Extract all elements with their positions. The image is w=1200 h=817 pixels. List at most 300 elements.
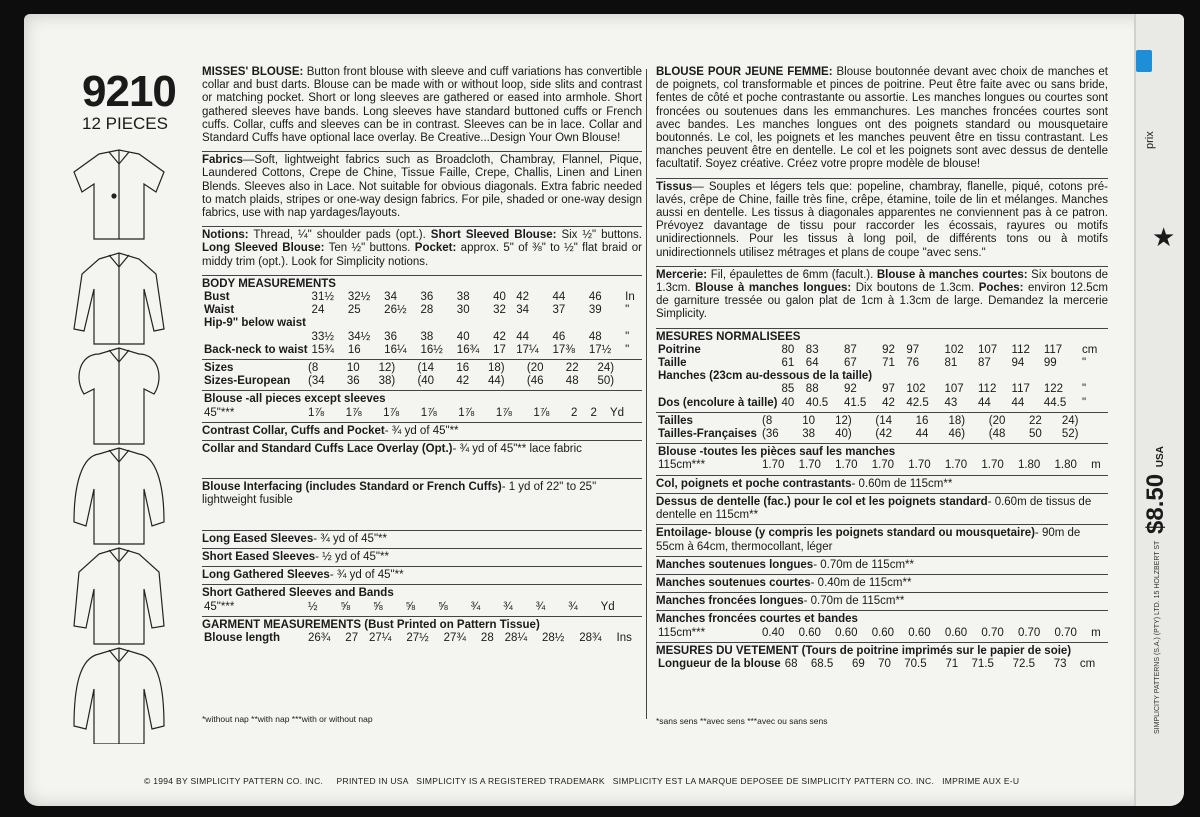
- divider: [202, 390, 642, 391]
- table-cell: 44: [978, 396, 991, 409]
- table-cell: 22: [565, 362, 579, 375]
- table-cell: 99: [1043, 357, 1057, 370]
- row-label: [656, 383, 780, 396]
- short-gathered-row-fr: Manches froncées courtes et bandes: [656, 610, 1108, 626]
- row-label: Blouse -all pieces except sleeves: [204, 393, 386, 406]
- table-cell: 18): [948, 414, 966, 427]
- table-cell: 1⅞: [458, 406, 475, 419]
- unit-cell: ": [1081, 357, 1087, 370]
- divider: [656, 266, 1108, 267]
- row-label: Hip-9" below waist: [204, 317, 306, 330]
- table-cell: (20: [988, 414, 1006, 427]
- table-cell: 52): [1061, 428, 1079, 441]
- table-cell: 12): [835, 414, 852, 427]
- table-cell: 1⅞: [383, 406, 400, 419]
- description-fr: [656, 66, 1108, 172]
- star-icon: ★: [1152, 222, 1176, 252]
- table-row: [202, 344, 642, 357]
- notions-short-title-en: Short Sleeved Blouse:: [430, 229, 557, 242]
- pattern-number: 9210: [82, 67, 176, 116]
- table-cell: 16: [347, 343, 361, 356]
- table-cell: 50: [1029, 428, 1042, 441]
- view-sketches: [64, 144, 174, 744]
- pattern-envelope: [24, 14, 1184, 806]
- table-cell: 46: [588, 291, 602, 304]
- notions-text-en: Thread, ¼" shoulder pads (opt.).: [248, 229, 431, 242]
- table-cell: 18): [488, 362, 505, 375]
- table-row: [656, 344, 1108, 357]
- table-cell: 38: [802, 428, 816, 441]
- row-label: [202, 331, 310, 344]
- table-cell: 44: [1011, 396, 1025, 409]
- contrast-row-en: Contrast Collar, Cuffs and Pocket- ¾ yd of 45"**: [202, 422, 642, 438]
- sizes-table-en: [202, 362, 642, 388]
- table-cell: 40): [835, 428, 852, 441]
- footnote-fr: *sans sens **avec sens ***avec ou sans sens: [656, 716, 828, 726]
- unit-cell: [634, 362, 642, 375]
- table-cell: 36: [420, 291, 434, 304]
- tissus-text-fr: — Souples et légers tels que: popeline, chambray, flanelle, piqué, cotons pré-lavés, crêpe de Chine, faille très fine, crêpe, étamine, toile de lin et mélanges. Manches aussi en dentelle. Les tissus à diagonales apparentes ne conviennent pas à ce patron. Prévoyez davantage de tissu pour raccorder les écossais, rayures ou motifs unidirectionnels. Pour les tissus à long poil, de différents tons ou à motifs unidirectionnels utilisez métrages et plans de coupe "avec sens.": [656, 180, 1108, 259]
- unit-cell: ": [625, 330, 630, 343]
- row-label: Dos (encolure à taille): [658, 396, 778, 409]
- table-cell: 32: [493, 304, 506, 317]
- table-cell: 67: [843, 357, 857, 370]
- column-divider: [646, 69, 647, 719]
- table-cell: (40: [417, 375, 435, 388]
- unit-cell: cm: [1081, 343, 1098, 356]
- unit-cell: In: [625, 291, 635, 304]
- table-cell: 28: [420, 304, 434, 317]
- table-cell: 92: [843, 383, 857, 396]
- row-label: Sizes: [204, 362, 234, 375]
- table-cell: 1.70: [981, 459, 1004, 472]
- table-cell: 28¾: [579, 631, 602, 644]
- notions-text-en: Six ½" buttons.: [556, 229, 642, 242]
- unit-cell: ": [625, 304, 630, 317]
- table-cell: 64: [805, 357, 819, 370]
- table-cell: 102: [906, 383, 926, 396]
- table-cell: 31½: [311, 291, 334, 304]
- table-cell: 42: [456, 375, 470, 388]
- table-cell: 38: [420, 330, 434, 343]
- table-cell: 17½: [588, 343, 612, 356]
- table-cell: 0.70: [981, 626, 1004, 639]
- divider: [202, 275, 642, 276]
- notions-pocket-title-en: Pocket:: [414, 242, 457, 255]
- table-cell: 17⅜: [552, 343, 575, 356]
- row-label: Hanches (23cm au-dessous de la taille): [658, 370, 873, 383]
- short-gathered-row-en: Short Gathered Sleeves and Bands: [202, 584, 642, 600]
- table-cell: 0.60: [944, 626, 968, 639]
- fabrics-text-en: —Soft, lightweight fabrics such as Broadcloth, Chambray, Flannel, Pique, Laundered Cottons, Crepe de Chine, Tissue Faille, Crepe, Challis, Linen and Linen Blends. Sleeves also in Lace. Not suitable for obvious diagonals. Extra fabric needed to match plaids, stripes or one-way design fabrics. For pile, shaded or one-way design fabrics, use with nap yardages/layouts.: [202, 154, 642, 220]
- table-cell: 42: [493, 330, 506, 343]
- body-measurements-heading: BODY MEASUREMENTS: [202, 277, 336, 290]
- table-cell: 40: [456, 330, 470, 343]
- notions-long-title-en: Long Sleeved Blouse:: [202, 242, 325, 255]
- table-cell: 73: [1053, 657, 1067, 670]
- table-cell: 36: [346, 375, 360, 388]
- price-label: [1142, 446, 1170, 534]
- table-row: [656, 397, 1108, 410]
- table-cell: 2: [590, 406, 597, 419]
- table-cell: 46): [948, 428, 966, 441]
- table-row: [202, 375, 642, 388]
- table-cell: 42.5: [906, 396, 929, 409]
- body-measurements-table-fr: [656, 344, 1108, 410]
- table-cell: 87: [978, 357, 991, 370]
- table-row: [202, 304, 642, 317]
- table-cell: 27: [345, 631, 359, 644]
- table-cell: 40: [493, 291, 506, 304]
- table-row: [656, 446, 1108, 459]
- table-cell: 1.70: [762, 459, 785, 472]
- table-cell: 39: [588, 304, 602, 317]
- table-row: [202, 601, 642, 614]
- mercerie-text-fr: Fil, épaulettes de 6mm (facult.).: [707, 268, 877, 281]
- table-cell: 71: [945, 657, 959, 670]
- table-cell: 27¼: [369, 631, 392, 644]
- table-row: [656, 415, 1108, 428]
- table-cell: ¾: [535, 600, 546, 613]
- table-row: [656, 428, 1108, 441]
- row-label: 115cm***: [658, 459, 706, 472]
- short-gathered-table-en: [202, 601, 642, 614]
- tissus-fr: [656, 181, 1108, 260]
- table-cell: 71: [882, 357, 895, 370]
- table-cell: 28½: [541, 631, 565, 644]
- unit-cell: Yd: [610, 406, 625, 419]
- notions-title-en: Notions:: [202, 229, 249, 242]
- long-eased-row-en: Long Eased Sleeves- ¾ yd of 45"**: [202, 530, 642, 546]
- divider: [656, 443, 1108, 444]
- table-cell: 112: [1011, 343, 1030, 356]
- table-cell: 24: [311, 304, 325, 317]
- table-row: [656, 357, 1108, 370]
- table-cell: 37: [552, 304, 566, 317]
- table-cell: 61: [781, 357, 795, 370]
- table-cell: 1⅞: [495, 406, 512, 419]
- row-label: Taille: [658, 357, 687, 370]
- unit-cell: ": [1081, 396, 1087, 409]
- row-label: Tailles: [658, 414, 693, 427]
- table-cell: 41.5: [843, 396, 867, 409]
- prix-label: prix: [1144, 131, 1156, 149]
- table-cell: 16¾: [456, 343, 480, 356]
- table-cell: 12): [378, 362, 396, 375]
- table-cell: (14: [417, 362, 435, 375]
- table-cell: 15¾: [311, 343, 334, 356]
- table-cell: 36: [384, 330, 397, 343]
- table-cell: 44.5: [1043, 396, 1067, 409]
- blouse-length-table-fr: [656, 658, 1108, 671]
- table-cell: 24): [1061, 414, 1079, 427]
- table-row: [656, 658, 1108, 671]
- table-cell: 10: [802, 414, 816, 427]
- blouse-length-table-en: [202, 632, 642, 645]
- table-cell: 0.60: [835, 626, 858, 639]
- table-cell: 97: [906, 343, 920, 356]
- table-cell: 24): [597, 362, 615, 375]
- table-cell: 1.70: [944, 459, 968, 472]
- notions-text-en: approx. 5" of ⅜" to ½" flat braid or middy trim (opt.). Look for Simplicity notions.: [202, 242, 642, 268]
- table-cell: 2: [570, 406, 578, 419]
- table-cell: 17: [493, 343, 506, 356]
- table-cell: 33½: [311, 330, 334, 343]
- table-cell: 1.80: [1017, 459, 1041, 472]
- table-row: [202, 407, 642, 420]
- table-cell: 76: [906, 357, 920, 370]
- table-cell: 72.5: [1012, 657, 1035, 670]
- mercerie-text-fr: Dix boutons de 1.3cm.: [851, 282, 979, 295]
- row-label: Back-neck to waist: [204, 343, 308, 356]
- table-cell: 69: [851, 657, 865, 670]
- long-eased-row-fr: Manches soutenues longues- 0.70m de 115cm**: [656, 556, 1108, 572]
- row-label: Sizes-European: [204, 375, 291, 388]
- blouse-yardage-table-en: [202, 393, 642, 419]
- table-cell: 0.60: [798, 626, 821, 639]
- table-cell: 68.5: [810, 657, 834, 670]
- table-cell: 102: [944, 343, 964, 356]
- short-gathered-table-fr: [656, 627, 1108, 640]
- table-cell: ¾: [568, 600, 578, 613]
- row-label: Longueur de la blouse: [658, 657, 781, 670]
- unit-cell: Ins: [616, 631, 632, 644]
- sketch-blouse-gathered-long: [74, 648, 164, 744]
- table-row: [202, 331, 642, 344]
- table-cell: 28¼: [504, 631, 528, 644]
- table-cell: 83: [805, 343, 819, 356]
- table-cell: 40.5: [805, 396, 829, 409]
- table-cell: 0.60: [871, 626, 895, 639]
- description-text-en: Button front blouse with sleeve and cuff variations has convertible collar and bust darts. Blouse can be made with or without loop, side slits and contrast or matching pocket. Short or long sleeves are gathered or eased into armhole. Short gathered sleeves have bands. Long sleeves have standard buttoned cuffs or French cuffs. Collar, cuffs and sleeves can be in contrast. Sleeves can be in lace. Collar and Standard Cuffs have optional lace overlay. Be Creative...Design Your Own Blouse!: [202, 66, 643, 145]
- divider: [656, 178, 1108, 179]
- table-cell: 117: [1043, 343, 1063, 356]
- table-cell: 42: [516, 291, 530, 304]
- table-cell: 71.5: [971, 657, 994, 670]
- table-row: [202, 291, 642, 304]
- table-row: [656, 383, 1108, 396]
- unit-cell: m: [1091, 459, 1101, 472]
- table-cell: 38: [456, 291, 470, 304]
- table-cell: 34½: [347, 330, 371, 343]
- table-cell: 26¾: [308, 631, 331, 644]
- table-cell: 85: [781, 383, 795, 396]
- table-cell: 25: [347, 304, 361, 317]
- sizes-table-fr: [656, 415, 1108, 441]
- table-cell: 17¼: [516, 343, 539, 356]
- mercerie-title-fr: Mercerie:: [656, 268, 708, 281]
- table-cell: 0.70: [1017, 626, 1041, 639]
- table-row: [656, 370, 1108, 383]
- table-cell: 0.40: [762, 626, 785, 639]
- unit-cell: Yd: [600, 600, 615, 613]
- description-en: [202, 66, 642, 145]
- table-cell: ¾: [470, 600, 481, 613]
- table-cell: ¾: [503, 600, 513, 613]
- mercerie-poches-title-fr: Poches:: [978, 282, 1024, 295]
- table-cell: 1⅞: [420, 406, 437, 419]
- mercerie-long-title-fr: Blouse à manches longues:: [695, 282, 852, 295]
- price-currency: USA: [1155, 446, 1166, 468]
- table-cell: ⅝: [405, 600, 416, 613]
- table-cell: (34: [308, 375, 325, 388]
- row-label: Bust: [204, 291, 230, 304]
- row-label: Blouse length: [204, 631, 281, 644]
- mercerie-fr: [656, 269, 1108, 322]
- table-cell: 38): [378, 375, 396, 388]
- table-cell: 34: [384, 291, 397, 304]
- table-cell: 50): [597, 375, 615, 388]
- table-cell: (14: [875, 414, 892, 427]
- unit-cell: [634, 375, 642, 388]
- sketch-long-gathered-sleeve: [74, 448, 164, 544]
- table-cell: 46: [552, 330, 566, 343]
- table-cell: 32½: [347, 291, 371, 304]
- table-cell: (48: [988, 428, 1006, 441]
- table-cell: 27½: [406, 631, 429, 644]
- table-cell: 1.70: [871, 459, 895, 472]
- table-cell: 1⅞: [308, 406, 324, 419]
- notions-en: [202, 229, 642, 269]
- table-cell: 34: [516, 304, 530, 317]
- table-cell: 30: [456, 304, 470, 317]
- table-cell: 26½: [384, 304, 407, 317]
- table-cell: 80: [781, 343, 795, 356]
- table-cell: 10: [346, 362, 360, 375]
- garment-measurements-heading-fr: MESURES DU VETEMENT (Tours de poitrine imprimés sur le papier de soie): [656, 642, 1108, 658]
- table-cell: 42: [882, 396, 895, 409]
- table-cell: 0.70: [1054, 626, 1077, 639]
- table-cell: 22: [1029, 414, 1042, 427]
- table-cell: 16¼: [384, 343, 407, 356]
- table-cell: 16: [915, 414, 929, 427]
- table-cell: 107: [944, 383, 964, 396]
- table-cell: 44: [552, 291, 566, 304]
- table-cell: 40: [781, 396, 795, 409]
- table-cell: 43: [944, 396, 958, 409]
- lace-overlay-row-fr: Dessus de dentelle (fac.) pour le col et les poignets standard- 0.60m de tissus de dentelle en 115cm**: [656, 493, 1108, 522]
- mesures-heading: MESURES NORMALISEES: [656, 330, 801, 343]
- long-gathered-row-fr: Manches froncées longues- 0.70m de 115cm**: [656, 592, 1108, 608]
- table-cell: 94: [1011, 357, 1025, 370]
- table-cell: 87: [843, 343, 857, 356]
- table-cell: 1⅞: [533, 406, 550, 419]
- unit-cell: ": [1081, 383, 1087, 396]
- table-cell: 88: [805, 383, 819, 396]
- table-cell: 48: [588, 330, 602, 343]
- table-row: [656, 627, 1108, 640]
- english-column: [202, 66, 642, 645]
- short-eased-row-fr: Manches soutenues courtes- 0.40m de 115cm**: [656, 574, 1108, 590]
- table-cell: 27¾: [443, 631, 467, 644]
- fabrics-title-en: Fabrics: [202, 154, 243, 167]
- table-cell: 16: [456, 362, 470, 375]
- description-title-en: MISSES' BLOUSE:: [202, 66, 304, 78]
- table-cell: (8: [762, 414, 773, 427]
- table-cell: 28: [480, 631, 494, 644]
- copyright-line: © 1994 BY SIMPLICITY PATTERN CO. INC. PRINTED IN USA SIMPLICITY IS A REGISTERED TRADEMARK SIMPLICITY EST LA MARQUE DEPOSEE DE SIMPLICITY PATTERN CO. INC. IMPRIME AUX E-U: [144, 776, 1020, 786]
- table-row: [202, 317, 642, 330]
- table-cell: 44): [488, 375, 505, 388]
- table-cell: ⅝: [438, 600, 448, 613]
- blue-sticker: [1136, 50, 1152, 72]
- table-cell: 44: [516, 330, 530, 343]
- table-cell: 1⅞: [345, 406, 362, 419]
- unit-cell: cm: [1079, 657, 1096, 670]
- table-cell: 70: [878, 657, 891, 670]
- description-title-fr: BLOUSE POUR JEUNE FEMME:: [656, 66, 833, 78]
- table-cell: 48: [565, 375, 579, 388]
- table-cell: 1.70: [835, 459, 858, 472]
- divider: [202, 226, 642, 227]
- description-text-fr: Blouse boutonnée devant avec choix de manches et de poignets, col transformable et pinces de poitrine. Peut être faite avec ou sans bride, fentes de côté et poche contrastante ou assortie. Les manches longues ou courtes sont froncées ou soutenues dans les emmanchures. Les manches froncées courtes sont avec bandes. Les manches longues ont des poignets standard ou mousquetaire boutonnés. Le col, les poignets et les manches peuvent être en tissu contrastant. Les manches peuvent être en dentelle. Le col et les poignets sont avec dessus de dentelle facultatif. Soyez créative. Créez votre propre modèle de blouse!: [656, 66, 1109, 171]
- table-cell: (36: [762, 428, 779, 441]
- row-label: Poitrine: [658, 343, 701, 356]
- vendor-line: SIMPLICITY PATTERNS (S.A.) (PTY) LTD. 15 HOLZBERT ST: [1154, 540, 1161, 734]
- body-measurements-table-en: [202, 291, 642, 357]
- table-cell: (42: [875, 428, 892, 441]
- table-cell: ⅝: [340, 600, 351, 613]
- table-cell: 16½: [420, 343, 443, 356]
- table-cell: ½: [308, 600, 318, 613]
- mercerie-short-title-fr: Blouse à manches courtes:: [876, 268, 1028, 281]
- table-cell: 112: [978, 383, 997, 396]
- row-label: 115cm***: [658, 626, 706, 639]
- footnote-en: *without nap **with nap ***with or without nap: [202, 714, 373, 724]
- row-label: Tailles-Françaises: [658, 428, 757, 441]
- contrast-row-fr: Col, poignets et poche contrastants- 0.60m de 115cm**: [656, 475, 1108, 491]
- table-cell: 117: [1011, 383, 1030, 396]
- french-column: [656, 66, 1108, 671]
- sketch-blouse-french-cuffs: [74, 548, 164, 644]
- table-cell: 92: [882, 343, 895, 356]
- unit-cell: m: [1091, 626, 1101, 639]
- garment-measurements-heading-en: GARMENT MEASUREMENTS (Bust Printed on Pattern Tissue): [202, 616, 642, 632]
- unit-cell: [1100, 415, 1108, 428]
- interfacing-row-fr: Entoilage- blouse (y compris les poignets standard ou mousquetaire)- 90m de 55cm à 64cm, thermocollant, léger: [656, 524, 1108, 553]
- table-cell: 70.5: [904, 657, 927, 670]
- lace-overlay-row-en: Collar and Standard Cuffs Lace Overlay (Opt.)- ¾ yd of 45"** lace fabric: [202, 440, 642, 456]
- mercerie-text-fr: environ 12.5cm de garniture tressée ou galon plat de 1cm à 1.3cm de large. Demandez la mercerie Simplicity.: [656, 282, 1108, 321]
- table-row: [202, 393, 642, 406]
- table-cell: 122: [1043, 383, 1064, 396]
- table-cell: (20: [526, 362, 544, 375]
- short-eased-row-en: Short Eased Sleeves- ½ yd of 45"**: [202, 548, 642, 564]
- price-value: $8.50: [1142, 473, 1169, 534]
- blouse-yardage-table-fr: [656, 446, 1108, 472]
- table-cell: 97: [882, 383, 895, 396]
- row-label: Blouse -toutes les pièces sauf les manches: [658, 446, 896, 459]
- table-cell: 68: [784, 657, 798, 670]
- table-row: [202, 632, 642, 645]
- sketch-short-eased-sleeve: [74, 150, 164, 239]
- divider: [202, 359, 642, 360]
- sketch-long-eased-sleeve: [74, 253, 164, 344]
- pieces-count: 12 PIECES: [82, 114, 168, 133]
- mercerie-text-fr: Six boutons de 1.3cm.: [656, 268, 1108, 295]
- table-cell: 0.60: [908, 626, 931, 639]
- table-row: [202, 362, 642, 375]
- fabrics-en: [202, 154, 642, 220]
- row-label: 45"***: [204, 406, 235, 419]
- table-cell: (46: [526, 375, 544, 388]
- interfacing-row-en: Blouse Interfacing (includes Standard or French Cuffs)- 1 yd of 22" to 25" lightweight fusible: [202, 478, 642, 507]
- divider: [656, 412, 1108, 413]
- tissus-title-fr: Tissus: [656, 180, 693, 193]
- table-cell: 1.70: [908, 459, 931, 472]
- table-cell: 1.80: [1054, 459, 1077, 472]
- notions-text-en: Ten ½" buttons.: [324, 242, 415, 255]
